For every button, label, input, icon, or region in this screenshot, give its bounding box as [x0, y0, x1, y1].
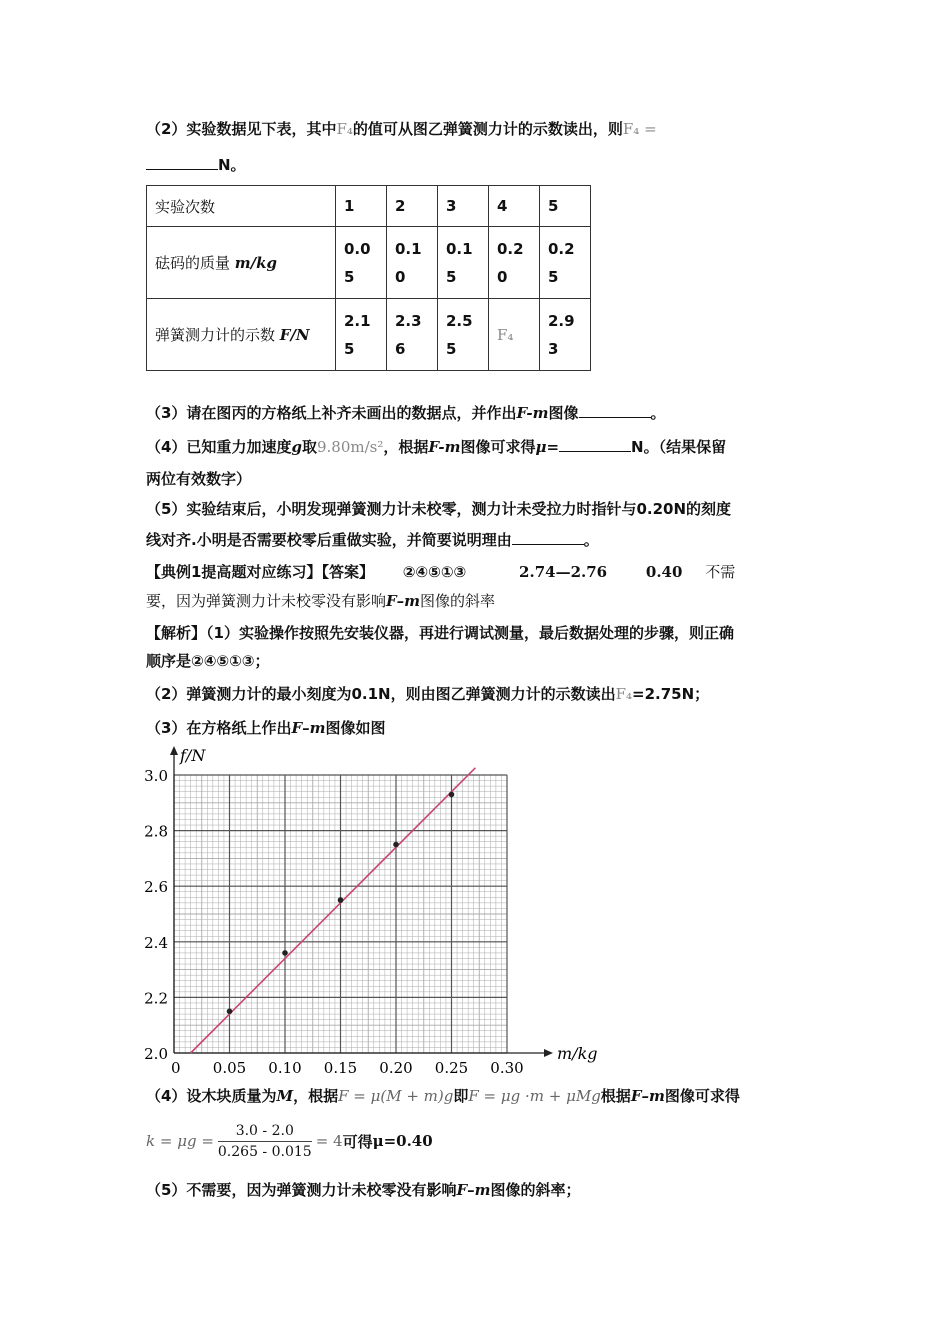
M-symbol: M — [276, 1087, 294, 1105]
answer-4: 不需 — [705, 563, 736, 581]
x-axis-label: m/kg — [557, 1044, 598, 1063]
y-tick-label: 2.2 — [144, 989, 168, 1008]
q2-line2 — [146, 154, 246, 176]
q4-e: N。（结果保留 — [631, 438, 727, 456]
fm-label: F–m — [386, 592, 421, 610]
fm-label: F-m — [428, 438, 461, 456]
data-point — [393, 842, 399, 848]
analysis-p1b-text: 顺序是②④⑤①③； — [146, 652, 270, 670]
answer-head: 【典例1提高题对应练习】【答案】 — [146, 563, 374, 581]
table-cell: 2 — [387, 186, 438, 227]
q3 — [146, 402, 666, 424]
y-tick-label: 2.4 — [144, 933, 168, 952]
x-tick-label: 0.25 — [434, 1059, 469, 1077]
answer-blank[interactable] — [146, 155, 218, 170]
analysis-p4d: 根据 — [600, 1087, 631, 1105]
q5-line1-text: （5）实验结束后，小明发现弹簧测力计未校零，测力计未受拉力时指针与 — [146, 500, 637, 518]
analysis-p4c: 即 — [453, 1087, 469, 1105]
analysis-p1-text: （1）实验操作按照先安装仪器，再进行调试测量，最后数据处理的步骤，则正确 — [206, 624, 734, 642]
table-cell-f4: F₄ — [489, 299, 540, 371]
row-label — [147, 227, 336, 299]
x-tick-label: 0.15 — [323, 1059, 358, 1077]
mu-label: μ= — [535, 438, 560, 456]
table-row — [147, 299, 591, 371]
table-cell: 3 — [438, 186, 489, 227]
table-cell: 2.15 — [336, 299, 387, 371]
f-m-chart — [140, 745, 598, 1077]
y-tick-label: 2.0 — [144, 1045, 168, 1063]
q4-b: 取 — [301, 438, 317, 456]
k-lhs: k = μg = — [146, 1132, 214, 1150]
q4-line2-text: 两位有效数字） — [146, 470, 252, 488]
q3-text: （3）请在图丙的方格纸上补齐未画出的数据点，并作出 — [146, 404, 517, 422]
table-cell: 0.15 — [438, 227, 489, 299]
data-point — [227, 1009, 233, 1015]
table-row — [147, 227, 591, 299]
x-tick-label: 0.30 — [490, 1059, 524, 1077]
data-point — [449, 792, 455, 798]
fraction-denominator: 0.265 - 0.015 — [217, 1143, 312, 1160]
fm-label: F–m — [456, 1181, 491, 1199]
fit-line-group — [191, 768, 476, 1053]
equation-2: F = μg ·m + μMg — [468, 1087, 601, 1105]
q3-end: 。 — [650, 404, 666, 422]
data-point — [338, 897, 344, 903]
answer-line1 — [146, 561, 735, 583]
row-label-text: 弹簧测力计的示数 — [155, 326, 276, 344]
analysis-p2 — [146, 683, 709, 705]
analysis-p5a: （5）不需要，因为弹簧测力计未校零没有影响 — [146, 1181, 457, 1199]
answer-1: ②④⑤①③ — [402, 563, 467, 581]
row-label — [147, 299, 336, 371]
answer-line2 — [146, 590, 495, 612]
x-tick-label: 0.05 — [212, 1059, 247, 1077]
analysis-p1b — [146, 650, 270, 672]
analysis-p4e: 图像可求得 — [664, 1087, 740, 1105]
table-cell: 4 — [489, 186, 540, 227]
g-symbol: g — [291, 438, 302, 456]
analysis-p4a: （4）设木块质量为 — [146, 1087, 277, 1105]
answer-blank[interactable] — [512, 530, 584, 545]
f4-symbol: F₄ — [336, 120, 353, 138]
table-cell: 2.55 — [438, 299, 489, 371]
slope-fraction — [218, 1123, 312, 1160]
q4-line1 — [146, 436, 726, 458]
table-row — [147, 186, 591, 227]
answer-3: 0.40 — [645, 563, 683, 581]
table-cell: 2.93 — [540, 299, 591, 371]
q4-line2 — [146, 468, 251, 490]
mu-result: μ=0.40 — [372, 1132, 433, 1150]
q2-prefix: （2）实验数据见下表，其中 — [146, 120, 337, 138]
y-axis-label: f/N — [180, 746, 206, 765]
x-axis-arrow — [544, 1049, 553, 1057]
q5-line2 — [146, 529, 599, 551]
row-label: 实验次数 — [147, 186, 336, 227]
table-cell: 1 — [336, 186, 387, 227]
q2-unit: N。 — [218, 156, 246, 174]
x-tick-label: 0.20 — [379, 1059, 413, 1077]
g-value: 9.80m/s² — [316, 438, 384, 456]
equation-1: F = μ(M + m)g — [338, 1087, 454, 1105]
answer-line2-text: 要，因为弹簧测力计未校零没有影响 — [146, 592, 387, 610]
k-tail: 可得 — [342, 1132, 373, 1151]
analysis-p5 — [146, 1179, 581, 1201]
q2-middle: 的值可从图乙弹簧测力计的示数读出，则 — [352, 120, 623, 138]
analysis-p4 — [146, 1085, 740, 1107]
q5-line1b: 的刻度 — [686, 500, 732, 518]
y-tick-label: 2.6 — [144, 878, 168, 897]
data-table — [146, 185, 591, 371]
q5-end: 。 — [583, 531, 599, 549]
row-unit: m/kg — [234, 254, 278, 272]
analysis-p1 — [146, 622, 734, 644]
fraction-numerator: 3.0 - 2.0 — [218, 1123, 312, 1142]
q5-val: 0.20N — [636, 500, 687, 518]
table-cell: 5 — [540, 186, 591, 227]
f4-eq: F₄ = — [622, 120, 657, 138]
x-tick-label: 0.10 — [268, 1059, 302, 1077]
analysis-p4b: ，根据 — [293, 1087, 339, 1105]
analysis-p3a: （3）在方格纸上作出 — [146, 719, 292, 737]
data-point — [282, 950, 288, 956]
q2-line1 — [146, 118, 657, 140]
analysis-p3 — [146, 717, 386, 739]
analysis-p2b: =2.75N； — [632, 685, 710, 703]
y-axis-arrow — [170, 746, 178, 755]
analysis-head: 【解析】 — [146, 624, 207, 642]
fm-label: F-m — [516, 404, 549, 422]
q4-c: ，根据 — [383, 438, 429, 456]
table-cell: 0.25 — [540, 227, 591, 299]
table-cell: 0.05 — [336, 227, 387, 299]
y-tick-label: 2.8 — [144, 822, 168, 841]
q3-tail: 图像 — [548, 404, 579, 422]
q5-line2-text: 线对齐.小明是否需要校零后重做实验，并简要说明理由 — [146, 531, 512, 549]
analysis-p2a: （2）弹簧测力计的最小刻度为0.1N，则由图乙弹簧测力计的示数读出 — [146, 685, 616, 703]
answer-blank[interactable] — [579, 403, 651, 418]
analysis-p5b: 图像的斜率； — [490, 1181, 581, 1199]
answer-blank[interactable] — [559, 437, 631, 452]
k-rhs: = 4 — [315, 1132, 343, 1150]
fm-label: F–m — [630, 1087, 665, 1105]
answer-2: 2.74—2.76 — [519, 563, 608, 581]
slope-equation — [146, 1118, 433, 1164]
x-tick-label: 0 — [171, 1059, 181, 1077]
table-cell: 0.20 — [489, 227, 540, 299]
row-label-text: 砝码的质量 — [155, 254, 231, 272]
table-cell: 2.36 — [387, 299, 438, 371]
fm-label: F–m — [291, 719, 326, 737]
q4-a: （4）已知重力加速度 — [146, 438, 292, 456]
q4-d: 图像可求得 — [460, 438, 536, 456]
answer-line2b: 图像的斜率 — [420, 592, 496, 610]
q5-line1 — [146, 498, 731, 520]
analysis-p3b: 图像如图 — [325, 719, 386, 737]
row-unit: F/N — [279, 326, 310, 344]
y-tick-label: 3.0 — [144, 767, 168, 785]
fit-line — [191, 768, 476, 1053]
tick-labels — [144, 767, 524, 1077]
f4-symbol: F₄ — [615, 685, 632, 703]
table-cell: 0.10 — [387, 227, 438, 299]
